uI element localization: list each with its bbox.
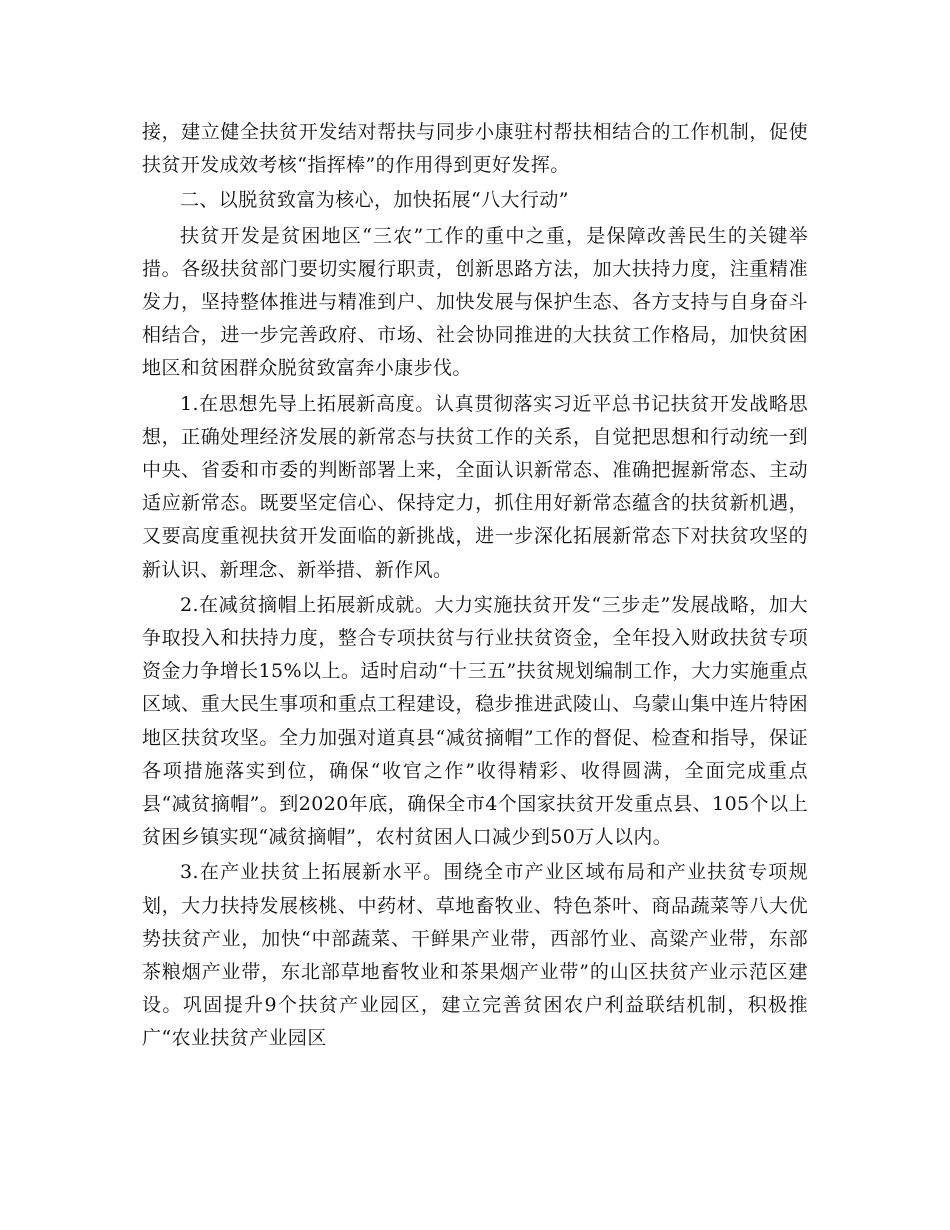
paragraph-item-2: 2.在减贫摘帽上拓展新成就。大力实施扶贫开发“三步走”发展战略，加大争取投入和扶持力度，整合专项扶贫与行业扶贫资金，全年投入财政扶贫专项资金力争增长15%以上。适时启动“十三五”扶贫规划编制工作，大力实施重点区域、重大民生事项和重点工程建设，稳步推进武陵山、乌蒙山集中连片特困地区扶贫攻坚。全力加强对道真县“减贫摘帽”工作的督促、检查和指导，保证各项措施落实到位，确保“收官之作”收得精彩、收得圆满，全面完成重点县“减贫摘帽”。到2020年底，确保全市4个国家扶贫开发重点县、105个以上贫困乡镇实现“减贫摘帽”，农村贫困人口减少到50万人以内。 xyxy=(142,593,808,849)
document-body xyxy=(142,116,808,1058)
paragraph-item-3: 3.在产业扶贫上拓展新水平。围绕全市产业区域布局和产业扶贫专项规划，大力扶持发展核桃、中药材、草地畜牧业、特色茶叶、商品蔬菜等八大优势扶贫产业，加快“中部蔬菜、干鲜果产业带，西部竹业、高粱产业带，东部茶粮烟产业带，东北部草地畜牧业和茶果烟产业带”的山区扶贫产业示范区建设。巩固提升9个扶贫产业园区，建立完善贫困农户利益联结机制，积极推广“农业扶贫产业园区 xyxy=(142,861,808,1050)
section-heading: 二、以脱贫致富为核心，加快拓展“八大行动” xyxy=(180,189,569,212)
paragraph-intro: 扶贫开发是贫困地区“三农”工作的重中之重，是保障改善民生的关键举措。各级扶贫部门要切实履行职责，创新思路方法，加大扶持力度，注重精准发力，坚持整体推进与精准到户、加快发展与保护生态、各方支持与自身奋斗相结合，进一步完善政府、市场、社会协同推进的大扶贫工作格局，加快贫困地区和贫困群众脱贫致富奔小康步伐。 xyxy=(142,224,808,380)
paragraph-continuation: 接，建立健全扶贫开发结对帮扶与同步小康驻村帮扶相结合的工作机制，促使扶贫开发成效考核“指挥棒”的作用得到更好发挥。 xyxy=(142,121,808,177)
paragraph-item-1: 1.在思想先导上拓展新高度。认真贯彻落实习近平总书记扶贫开发战略思想，正确处理经济发展的新常态与扶贫工作的关系，自觉把思想和行动统一到中央、省委和市委的判断部署上来，全面认识新常态、准确把握新常态、主动适应新常态。既要坚定信心、保持定力，抓住用好新常态蕴含的扶贫新机遇，又要高度重视扶贫开发面临的新挑战，进一步深化拓展新常态下对扶贫攻坚的新认识、新理念、新举措、新作风。 xyxy=(142,392,808,581)
